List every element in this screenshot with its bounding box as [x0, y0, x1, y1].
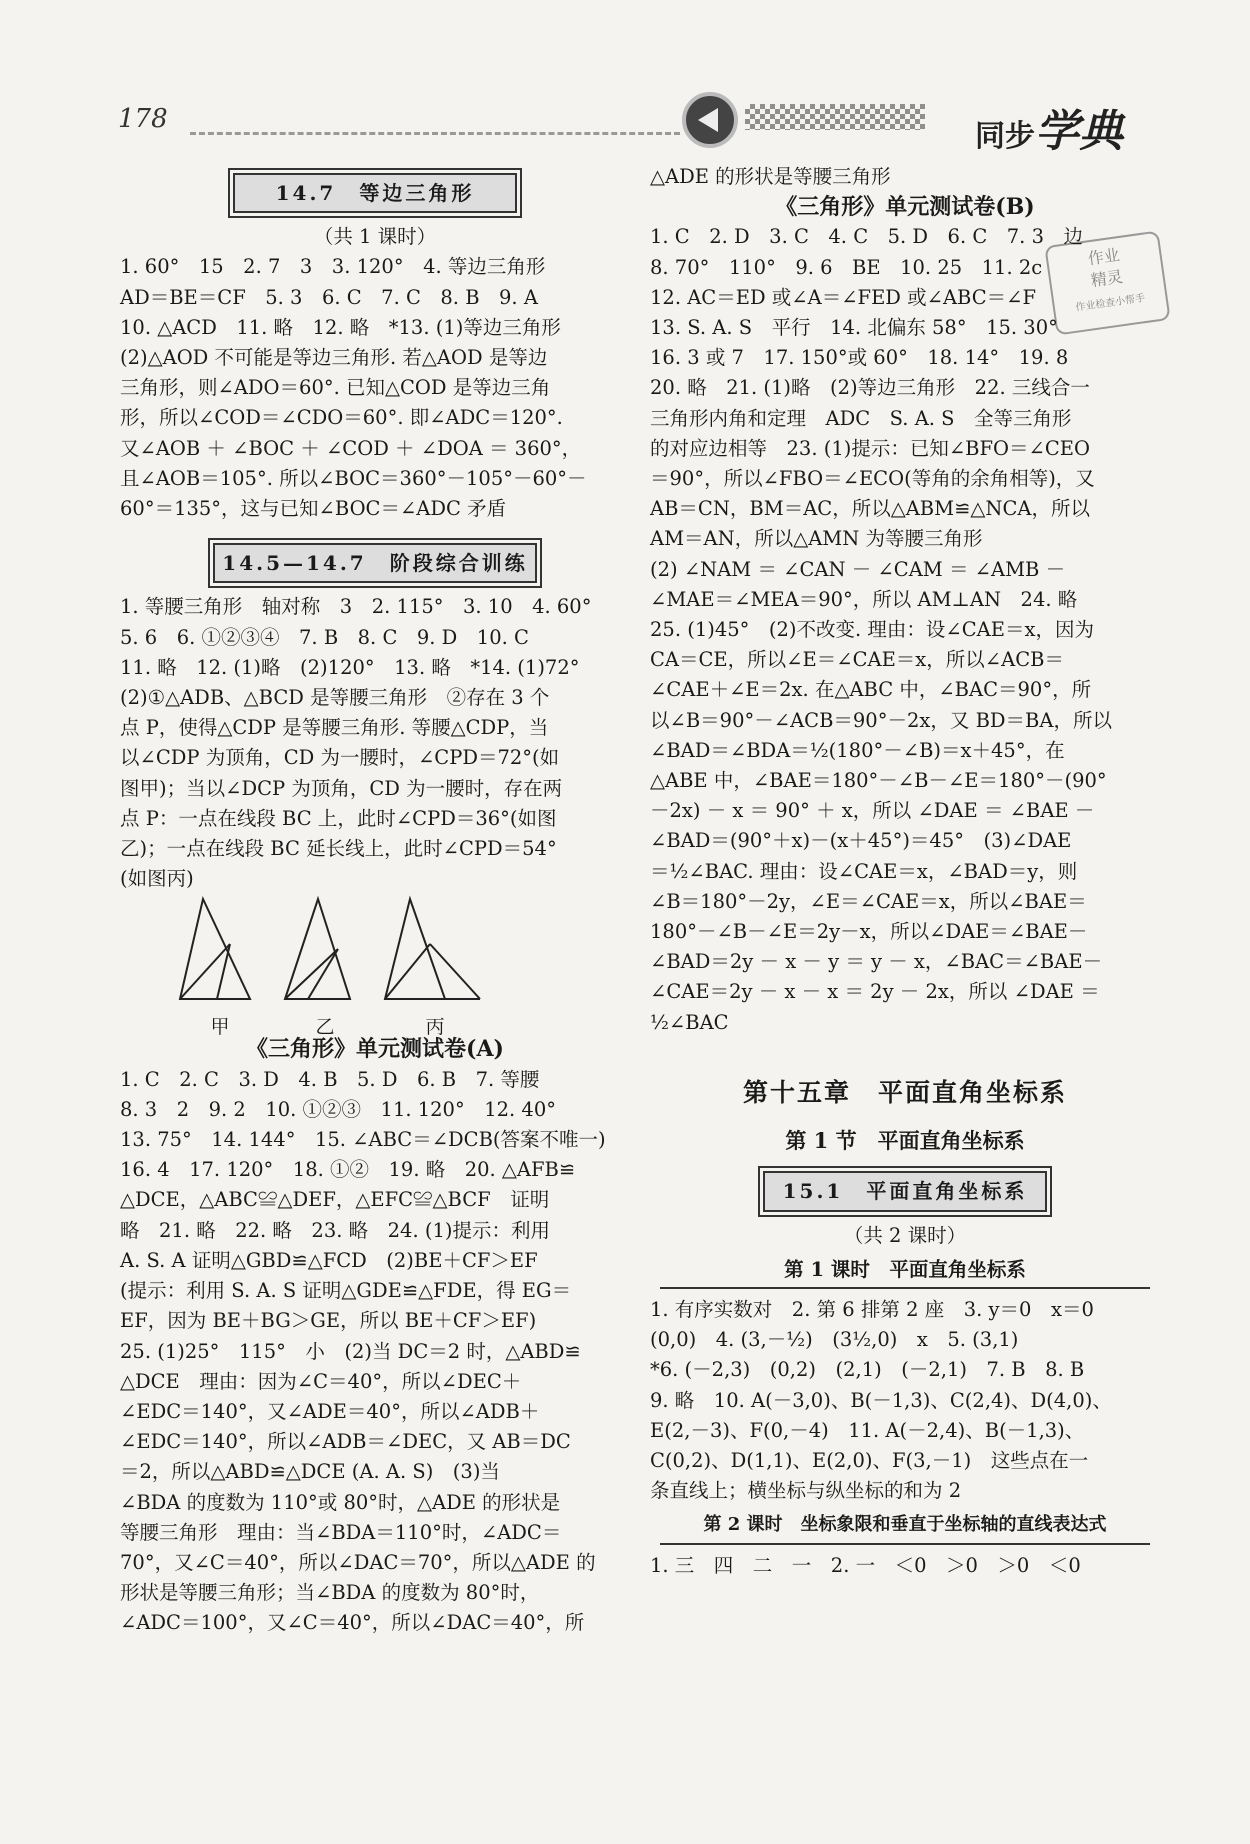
answer-line: △ABE 中，∠BAE＝180°－∠B－∠E＝180°－(90°	[650, 769, 1107, 793]
answer-line: 条直线上；横坐标与纵坐标的和为 2	[650, 1479, 962, 1503]
answer-line: 点 P，使得△CDP 是等腰三角形. 等腰△CDP，当	[120, 716, 549, 740]
answer-line: 1. 有序实数对 2. 第 6 排第 2 座 3. y＝0 x＝0	[650, 1297, 1094, 1321]
answers-14-7	[120, 252, 630, 524]
answer-line: ∠CAE＝2y － x － x ＝ 2y － 2x，所以 ∠DAE ＝	[650, 980, 1100, 1004]
answer-line: 70°，又∠C＝40°，所以∠DAC＝70°，所以△ADE 的	[120, 1550, 596, 1574]
answer-line: 点 P：一点在线段 BC 上，此时∠CPD＝36°(如图	[120, 806, 557, 830]
answer-line: 以∠CDP 为顶角，CD 为一腰时，∠CPD＝72°(如	[120, 746, 560, 770]
answer-line: 形状是等腰三角形；当∠BDA 的度数为 80°时，	[120, 1581, 540, 1605]
answer-line: *6. (－2,3) (0,2) (2,1) (－2,1) 7. B 8. B	[650, 1358, 1085, 1382]
answer-line: 20. 略 21. (1)略 (2)等边三角形 22. 三线合一	[650, 376, 1090, 400]
answer-line: 25. (1)45° (2)不改变. 理由：设∠CAE＝x，因为	[650, 618, 1094, 642]
answer-line: ∠EDC＝140°，所以∠ADB＝∠DEC，又 AB＝DC	[120, 1430, 571, 1454]
answer-line: 180°－∠B－∠E＝2y－x，所以∠DAE＝∠BAE－	[650, 920, 1088, 944]
answer-line: 又∠AOB ＋ ∠BOC ＋ ∠COD ＋ ∠DOA ＝ 360°，	[120, 436, 582, 460]
answer-line: 图甲)；当以∠DCP 为顶角，CD 为一腰时，存在两	[120, 776, 563, 800]
answer-line: (提示：利用 S. A. S 证明△GDE≌△FDE，得 EG＝	[120, 1279, 572, 1303]
answer-line: ½∠BAC	[650, 1010, 729, 1034]
answer-line: EF，因为 BE＋BG＞GE，所以 BE＋CF＞EF)	[120, 1309, 537, 1333]
lesson-2-title: 第 2 课时 坐标象限和垂直于坐标轴的直线表达式	[660, 1510, 1150, 1544]
answer-line: 以∠B＝90°－∠ACB＝90°－2x，又 BD＝BA，所以	[650, 708, 1112, 732]
answer-line: A. S. A 证明△GBD≌△FCD (2)BE＋CF＞EF	[120, 1248, 538, 1272]
answers-lesson-2	[650, 1551, 1160, 1581]
answers-stage	[120, 592, 630, 894]
answer-line: ＝½∠BAC. 理由：设∠CAE＝x，∠BAD＝y，则	[650, 859, 1078, 883]
back-arrow-icon	[682, 92, 738, 148]
answer-line: (如图丙)	[120, 867, 194, 891]
answer-line: 12. AC＝ED 或∠A＝∠FED 或∠ABC＝∠F	[650, 285, 1037, 309]
answer-line: ∠BAD＝2y － x － y ＝ y － x，∠BAC＝∠BAE－	[650, 950, 1103, 974]
answer-line: ∠B＝180°－2y，∠E＝∠CAE＝x，所以∠BAE＝	[650, 889, 1087, 913]
figure-bing: 丙	[380, 894, 490, 1009]
section-title-15-1: 15.1 平面直角坐标系	[758, 1166, 1052, 1216]
section-title-test-a: 《三角形》单元测试卷(A)	[246, 1036, 504, 1063]
answer-line: 8. 3 2 9. 2 10. ①②③ 11. 120° 12. 40°	[120, 1097, 556, 1121]
answer-line: ∠MAE＝∠MEA＝90°，所以 AM⊥AN 24. 略	[650, 587, 1078, 611]
answer-line: 1. 三 四 二 一 2. 一 ＜0 ＞0 ＞0 ＜0	[650, 1553, 1081, 1577]
answer-line: 5. 6 6. ①②③④ 7. B 8. C 9. D 10. C	[120, 625, 529, 649]
answer-line: 且∠AOB＝105°. 所以∠BOC＝360°－105°－60°－	[120, 466, 587, 490]
left-column	[120, 160, 630, 1639]
answer-line: 的对应边相等 23. (1)提示：已知∠BFO＝∠CEO	[650, 436, 1090, 460]
section-title-stage: 14.5—14.7 阶段综合训练	[208, 538, 542, 588]
answer-line: AB＝CN，BM＝AC，所以△ABM≌△NCA，所以	[650, 497, 1090, 521]
answer-line: 等腰三角形 理由：当∠BDA＝110°时，∠ADC＝	[120, 1520, 562, 1544]
answer-line: △ADE 的形状是等腰三角形	[650, 165, 891, 188]
answer-line: (0,0) 4. (3,－½) (3½,0) x 5. (3,1)	[650, 1328, 1019, 1352]
answer-line: 1. 60° 15 2. 7 3 3. 120° 4. 等边三角形	[120, 255, 546, 279]
watermark-stamp: 作业 精灵 作业检查小帮手	[1044, 230, 1170, 335]
answer-line: ∠BAD＝(90°＋x)－(x＋45°)＝45° (3)∠DAE	[650, 829, 1072, 853]
answer-line: －2x) － x ＝ 90° ＋ x，所以 ∠DAE ＝ ∠BAE －	[650, 799, 1095, 823]
answer-line: △DCE 理由：因为∠C＝40°，所以∠DEC＋	[120, 1369, 522, 1393]
header-divider	[190, 132, 680, 135]
answer-line: ∠EDC＝140°，又∠ADE＝40°，所以∠ADB＋	[120, 1399, 540, 1423]
answer-line: 8. 70° 110° 9. 6 BE 10. 25 11. 2c	[650, 255, 1043, 279]
answer-line: ∠BAD＝∠BDA＝½(180°－∠B)＝x＋45°，在	[650, 738, 1065, 762]
figure-yi: 乙	[280, 894, 370, 1009]
answer-line: △DCE，△ABC≌△DEF，△EFC≌△BCF 证明	[120, 1188, 550, 1212]
answer-line: 16. 3 或 7 17. 150°或 60° 18. 14° 19. 8	[650, 346, 1069, 370]
answer-line: E(2,－3)、F(0,－4) 11. A(－2,4)、B(－1,3)、	[650, 1418, 1085, 1442]
answer-line: ∠BDA 的度数为 110°或 80°时，△ADE 的形状是	[120, 1490, 561, 1514]
answers-test-b	[650, 222, 1160, 1037]
answer-line: 1. 等腰三角形 轴对称 3 2. 115° 3. 10 4. 60°	[120, 595, 592, 619]
brand-logo: 同步学典	[975, 106, 1123, 157]
answer-line: ＝90°，所以∠FBO＝∠ECO(等角的余角相等)，又	[650, 467, 1095, 491]
answer-line: 13. S. A. S 平行 14. 北偏东 58° 15. 30°	[650, 316, 1058, 340]
answer-line: AM＝AN，所以△AMN 为等腰三角形	[650, 527, 983, 551]
answer-line: AD＝BE＝CF 5. 3 6. C 7. C 8. B 9. A	[120, 285, 538, 309]
answer-line: 1. C 2. C 3. D 4. B 5. D 6. B 7. 等腰	[120, 1067, 540, 1091]
answer-line: 16. 4 17. 120° 18. ①② 19. 略 20. △AFB≌	[120, 1158, 576, 1182]
answer-line: 10. △ACD 11. 略 12. 略 *13. (1)等边三角形	[120, 315, 561, 339]
answer-line: (2) ∠NAM ＝ ∠CAN － ∠CAM ＝ ∠AMB －	[650, 557, 1066, 581]
right-column	[650, 162, 1160, 1581]
section-title-14-7: 14.7 等边三角形	[228, 168, 522, 218]
lesson-count: （共 1 课时）	[313, 225, 437, 249]
figure-jia: 甲	[175, 894, 265, 1009]
section-title-test-b: 《三角形》单元测试卷(B)	[775, 194, 1035, 221]
answers-lesson-1	[650, 1295, 1160, 1506]
chapter-title: 第十五章 平面直角坐标系	[742, 1077, 1067, 1107]
answer-line: 9. 略 10. A(－3,0)、B(－1,3)、C(2,4)、D(4,0)、	[650, 1388, 1112, 1412]
answer-line: 11. 略 12. (1)略 (2)120° 13. 略 *14. (1)72°	[120, 655, 580, 679]
answer-line: C(0,2)、D(1,1)、E(2,0)、F(3,－1) 这些点在一	[650, 1448, 1089, 1472]
answer-line: 三角形内角和定理 ADC S. A. S 全等三角形	[650, 406, 1072, 430]
answer-line: (2)△AOD 不可能是等边三角形. 若△AOD 是等边	[120, 346, 548, 370]
answer-line: ∠ADC＝100°，又∠C＝40°，所以∠DAC＝40°，所	[120, 1611, 585, 1635]
answer-line: 略 21. 略 22. 略 23. 略 24. (1)提示：利用	[120, 1218, 550, 1242]
answer-line: 1. C 2. D 3. C 4. C 5. D 6. C 7. 3 边	[650, 225, 1083, 249]
checker-decoration	[745, 104, 925, 130]
triangle-figures	[120, 894, 630, 1039]
answer-line: ∠CAE＋∠E＝2x. 在△ABC 中，∠BAC＝90°，所	[650, 678, 1092, 702]
answer-line: 乙)；一点在线段 BC 延长线上，此时∠CPD＝54°	[120, 837, 557, 861]
answer-line: (2)①△ADB、△BCD 是等腰三角形 ②存在 3 个	[120, 686, 550, 710]
node-title: 第 1 节 平面直角坐标系	[785, 1128, 1025, 1154]
answer-line: 形，所以∠COD＝∠CDO＝60°. 即∠ADC＝120°.	[120, 406, 563, 430]
answer-line: CA＝CE，所以∠E＝∠CAE＝x，所以∠ACB＝	[650, 648, 1064, 672]
answer-line: 25. (1)25° 115° 小 (2)当 DC＝2 时，△ABD≌	[120, 1339, 581, 1363]
answers-test-a	[120, 1065, 630, 1639]
page-number: 178	[118, 104, 168, 134]
lesson-1-title: 第 1 课时 平面直角坐标系	[660, 1255, 1150, 1289]
answer-line: ＝2，所以△ABD≌△DCE (A. A. S) (3)当	[120, 1460, 500, 1484]
answers-top	[650, 162, 1160, 192]
lesson-count-15-1: （共 2 课时）	[843, 1223, 967, 1247]
answer-line: 三角形，则∠ADO＝60°. 已知△COD 是等边三角	[120, 376, 551, 400]
answer-line: 60°＝135°，这与已知∠BOC＝∠ADC 矛盾	[120, 497, 507, 521]
answer-line: 13. 75° 14. 144° 15. ∠ABC＝∠DCB(答案不唯一)	[120, 1128, 606, 1152]
